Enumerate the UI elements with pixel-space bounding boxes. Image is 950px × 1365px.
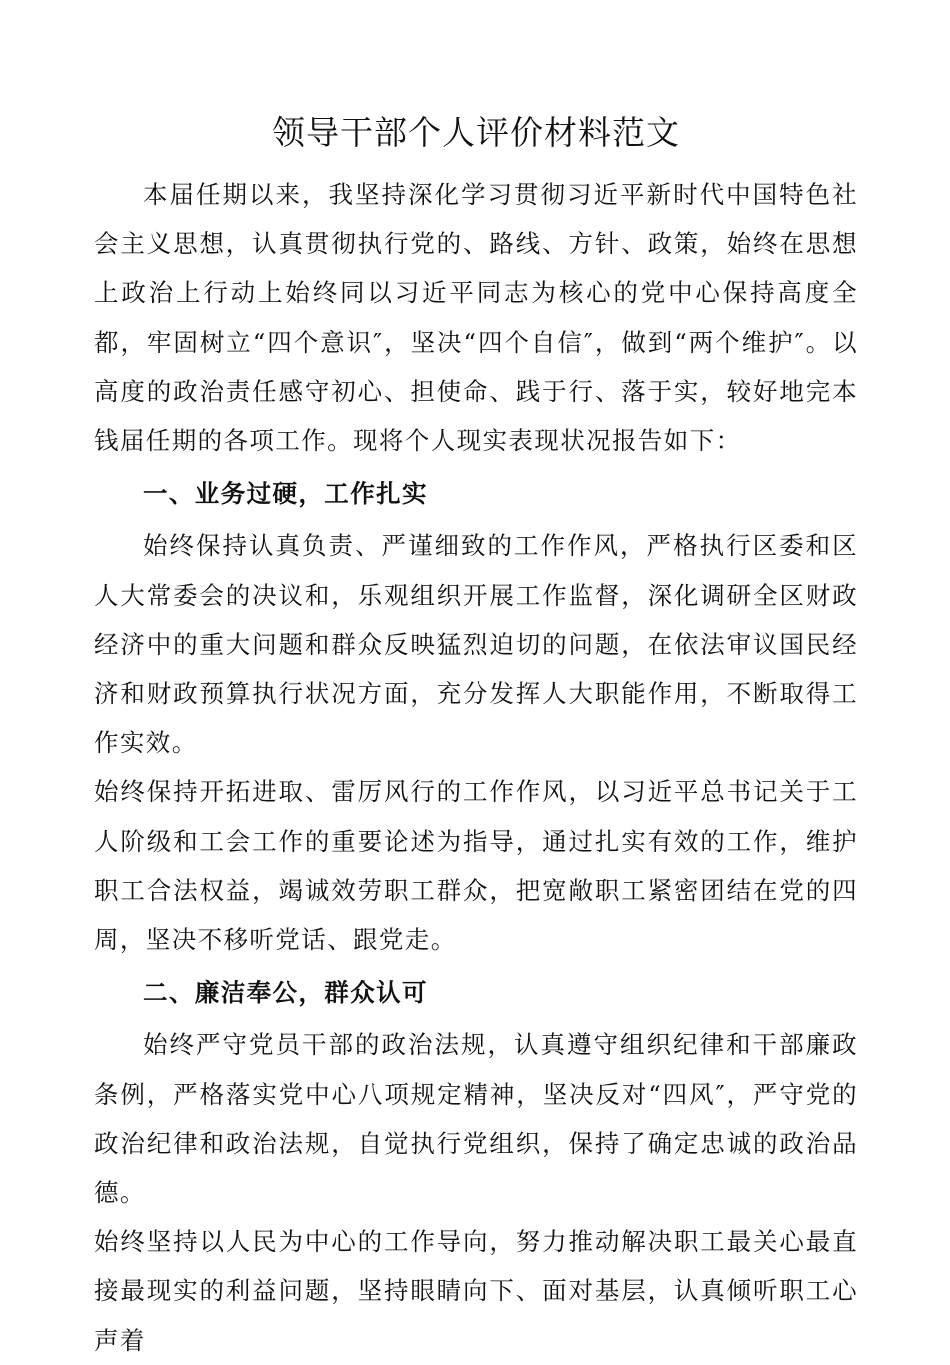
document-page bbox=[94, 108, 858, 1365]
intro-paragraph: 本届任期以来，我坚持深化学习贯彻习近平新时代中国特色社会主义思想，认真贯彻执行党的、路线、方针、政策，始终在思想上政治上行动上始终同以习近平同志为核心的党中心保持高度全都，牢固树立“四个意识″，坚决“四个自信″，做到“两个维护″。以高度的政治责任感守初心、担使命、践于行、落于实，较好地完本钱届任期的各项工作。现将个人现实表现状况报告如下： bbox=[94, 180, 858, 456]
section-1-heading: 一、业务过硬，工作扎实 bbox=[143, 479, 428, 509]
section-2-paragraph-1: 始终严守党员干部的政治法规，认真遵守组织纪律和干部廉政条例，严格落实党中心八项规定精神，坚决反对“四风″，严守党的政治纪律和政治法规，自觉执行党组织，保持了确定忠诚的政治品德。 bbox=[94, 1030, 858, 1208]
section-2-heading: 二、廉洁奉公，群众认可 bbox=[143, 978, 428, 1008]
document-title: 领导干部个人评价材料范文 bbox=[272, 113, 680, 152]
section-2-paragraph-2: 始终坚持以人民为中心的工作导向，努力推动解决职工最关心最直接最现实的利益问题，坚持眼睛向下、面对基层，认真倾听职工心声着 bbox=[94, 1227, 858, 1355]
section-1-paragraph-2: 始终保持开拓进取、雷厉风行的工作作风，以习近平总书记关于工人阶级和工会工作的重要论述为指导，通过扎实有效的工作，维护职工合法权益，竭诚效劳职工群众，把宽敞职工紧密团结在党的四周，坚决不移听党话、跟党走。 bbox=[94, 777, 858, 955]
section-1-paragraph-1: 始终保持认真负责、严谨细致的工作作风，严格执行区委和区人大常委会的决议和，乐观组织开展工作监督，深化调研全区财政经济中的重大问题和群众反映猛烈迫切的问题，在依法审议国民经济和财政预算执行状况方面，充分发挥人大职能作用，不断取得工作实效。 bbox=[94, 531, 858, 758]
